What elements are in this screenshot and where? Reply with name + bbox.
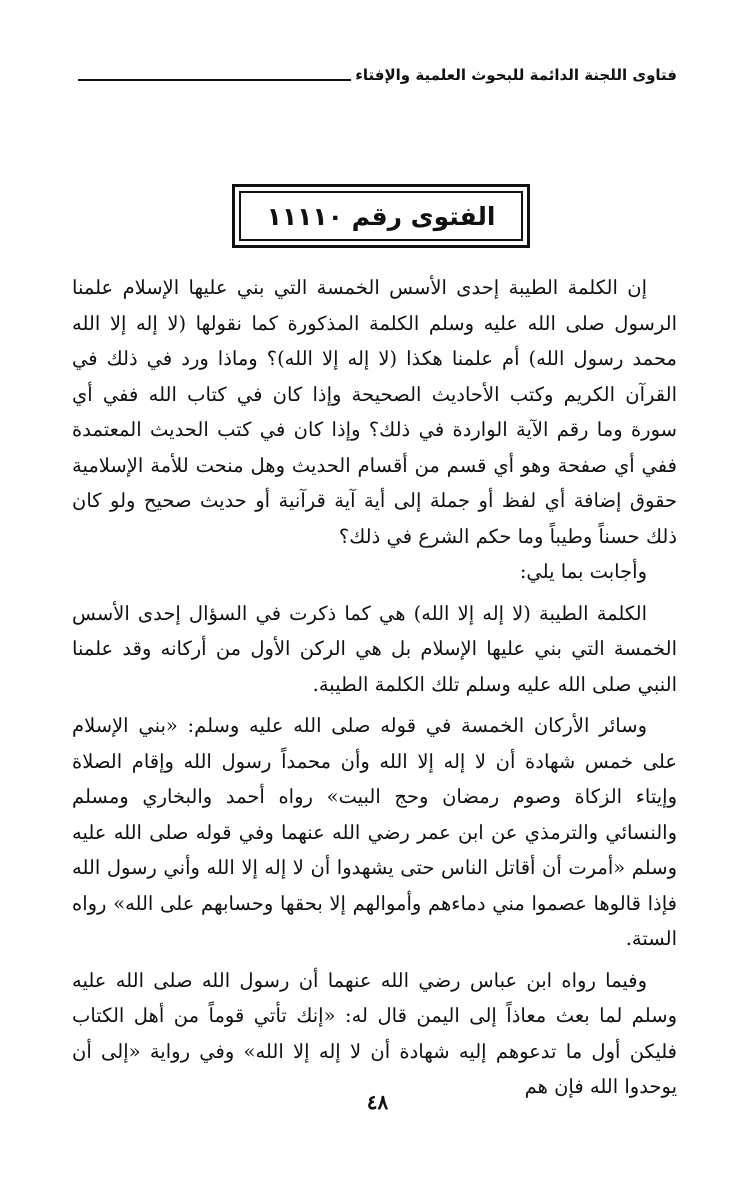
header-rule (78, 79, 351, 81)
running-header (78, 62, 677, 84)
fatwa-title-box (232, 184, 530, 248)
running-title: فتاوى اللجنة الدائمة للبحوث العلمية والإفتاء (355, 66, 677, 84)
fatwa-title-frame (239, 191, 523, 241)
question-paragraph: إن الكلمة الطيبة إحدى الأسس الخمسة التي بني عليها الإسلام علمنا الرسول صلى الله عليه وسلم الكلمة المذكورة كما نقولها (لا إله إلا الله محمد رسول الله) أم علمنا هكذا (لا إله إلا الله)؟ وماذا ورد في ذلك في القرآن الكريم وكتب الأحاديث الصحيحة وإذا كان في كتاب الله ففي أي سورة وما رقم الآية الواردة في ذلك؟ وإذا كان في كتب الحديث المعتمدة ففي أي صفحة وهو أي قسم من أقسام الحديث وهل منحت للأمة الإسلامية حقوق إضافة أي لفظ أو جملة إلى أية آية قرآنية أو حديث صحيح ولو كان ذلك حسناً وطيباً وما حكم الشرع في ذلك؟ (72, 276, 677, 548)
answer-intro: وأجابت بما يلي: (519, 560, 647, 583)
answer-paragraph-2: وسائر الأركان الخمسة في قوله صلى الله عليه وسلم: «بني الإسلام على خمس شهادة أن لا إله إلا الله وأن محمداً رسول الله وإقام الصلاة وإيتاء الزكاة وصوم رمضان وحج البيت» رواه أحمد والبخاري ومسلم والنسائي والترمذي عن ابن عمر رضي الله عنهما وفي قوله صلى الله عليه وسلم «أمرت أن أقاتل الناس حتى يشهدوا أن لا إله إلا الله وأني رسول الله فإذا قالوها عصموا مني دماءهم وأموالهم إلا بحقها وحسابهم على الله» رواه الستة. (72, 714, 677, 950)
fatwa-title: الفتوى رقم ١١١١٠ (266, 201, 496, 231)
answer-paragraph-3: وفيما رواه ابن عباس رضي الله عنهما أن رسول الله صلى الله عليه وسلم لما بعث معاذاً إلى اليمن قال له: «إنك تأتي قوماً من أهل الكتاب فليكن أول ما تدعوهم إليه شهادة أن لا إله إلا الله» وفي رواية «إلى أن يوحدوا الله فإن هم (72, 968, 677, 1098)
answer-paragraph-1: الكلمة الطيبة (لا إله إلا الله) هي كما ذكرت في السؤال إحدى الأسس الخمسة التي بني عليها الإسلام بل هي الركن الأول من أركانه وقد علمنا النبي صلى الله عليه وسلم تلك الكلمة الطيبة. (72, 601, 677, 696)
page-number: ٤٨ (366, 1090, 389, 1114)
body-text (72, 270, 677, 1105)
